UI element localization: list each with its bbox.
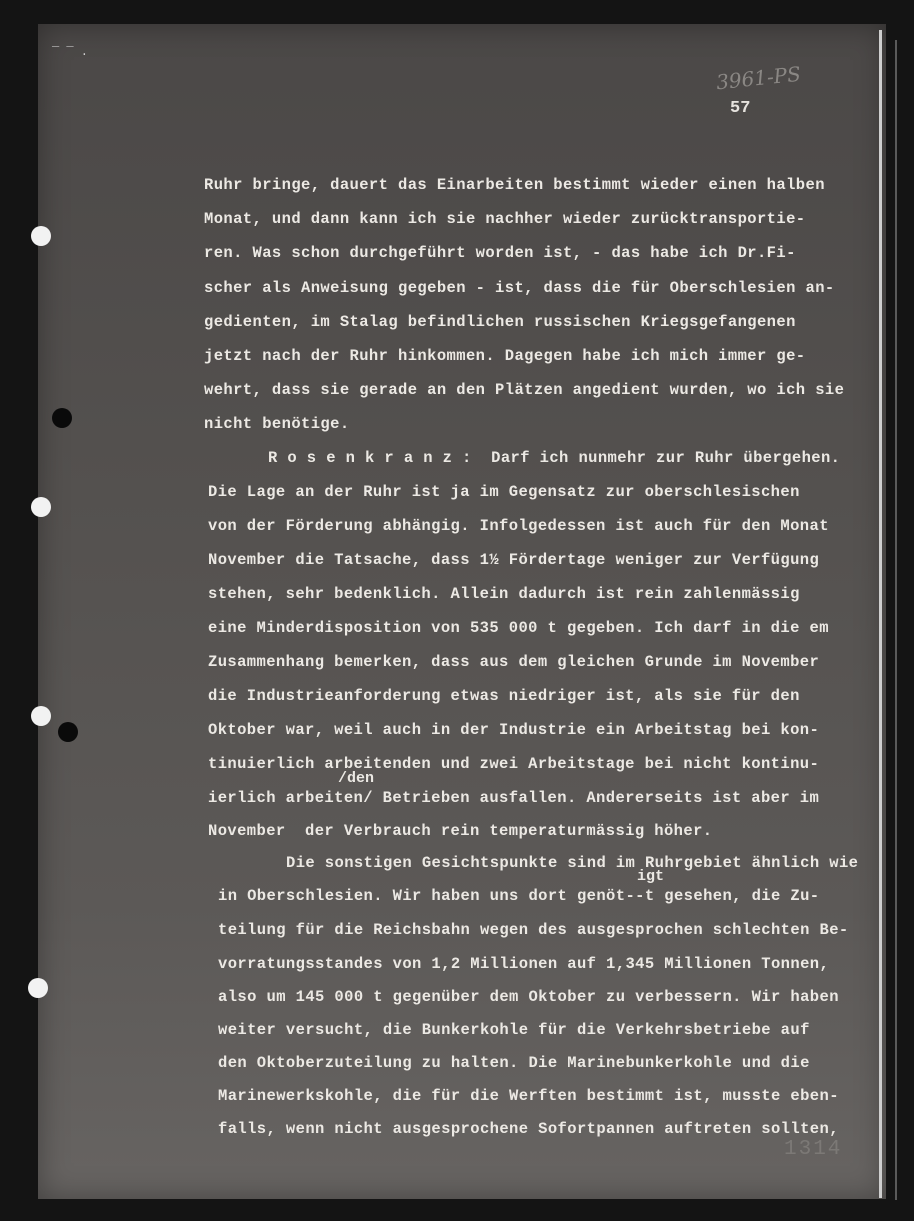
text-line: ren. Was schon durchgeführt worden ist, - das habe ich Dr.Fi- (204, 244, 796, 262)
text-line: wehrt, dass sie gerade an den Plätzen angedient wurden, wo ich sie (204, 381, 845, 399)
handwritten-reference: 3961-PS (714, 61, 802, 95)
text-line: weiter versucht, die Bunkerkohle für die Verkehrsbetriebe auf (218, 1021, 810, 1039)
text-line: Die Lage an der Ruhr ist ja im Gegensatz zur oberschlesischen (208, 483, 800, 501)
page-number: 57 (730, 99, 751, 118)
text-line: falls, wenn nicht ausgesprochene Sofortpannen auftreten sollten, (218, 1120, 839, 1138)
text-line: Marinewerkskohle, die für die Werften bestimmt ist, musste eben- (218, 1087, 839, 1105)
text-line: November der Verbrauch rein temperaturmässig höher. (208, 822, 713, 840)
text-line: stehen, sehr bedenklich. Allein dadurch ist rein zahlenmässig (208, 585, 800, 603)
text-line: Ruhr bringe, dauert das Einarbeiten bestimmt wieder einen halben (204, 176, 825, 194)
text-line: scher als Anweisung gegeben - ist, dass die für Oberschlesien an- (204, 279, 835, 297)
text-line: Zusammenhang bemerken, dass aus dem gleichen Grunde im November (208, 653, 820, 671)
text-line: tinuierlich arbeitenden und zwei Arbeitstage bei nicht kontinu- (208, 755, 820, 773)
text-line: den Oktoberzuteilung zu halten. Die Marinebunkerkohle und die (218, 1054, 810, 1072)
archive-stamp: 1314 (784, 1138, 843, 1161)
text-line: also um 145 000 t gegenüber dem Oktober zu verbessern. Wir haben (218, 988, 839, 1006)
text-line: teilung für die Reichsbahn wegen des ausgesprochen schlechten Be- (218, 921, 849, 939)
text-line: die Industrieanforderung etwas niedriger ist, als sie für den (208, 687, 800, 705)
typed-insertion: igt (637, 868, 665, 885)
text-line: eine Minderdisposition von 535 000 t gegeben. Ich darf in die em (208, 619, 829, 637)
text-line: von der Förderung abhängig. Infolgedessen ist auch für den Monat (208, 517, 829, 535)
text-line: nicht benötige. (204, 415, 350, 433)
text-line: in Oberschlesien. Wir haben uns dort genöt--t gesehen, die Zu- (218, 887, 820, 905)
text-line: jetzt nach der Ruhr hinkommen. Dagegen habe ich mich immer ge- (204, 347, 806, 365)
text-line: November die Tatsache, dass 1½ Fördertage weniger zur Verfügung (208, 551, 820, 569)
text-line: Monat, und dann kann ich sie nachher wieder zurücktransportie- (204, 210, 806, 228)
text-line: Oktober war, weil auch in der Industrie ein Arbeitstag bei kon- (208, 721, 820, 739)
text-line: R o s e n k r a n z : Darf ich nunmehr zur Ruhr übergehen. (268, 449, 841, 467)
text-line: vorratungsstandes von 1,2 Millionen auf 1,345 Millionen Tonnen, (218, 955, 830, 973)
text-line: gedienten, im Stalag befindlichen russischen Kriegsgefangenen (204, 313, 796, 331)
typed-insertion: /den (338, 770, 375, 787)
text-line: ierlich arbeiten/ Betrieben ausfallen. Andererseits ist aber im (208, 789, 820, 807)
text-line: Die sonstigen Gesichtspunkte sind im Ruhrgebiet ähnlich wie (286, 854, 859, 872)
corner-marks: ‾ ‾ . (52, 45, 89, 59)
